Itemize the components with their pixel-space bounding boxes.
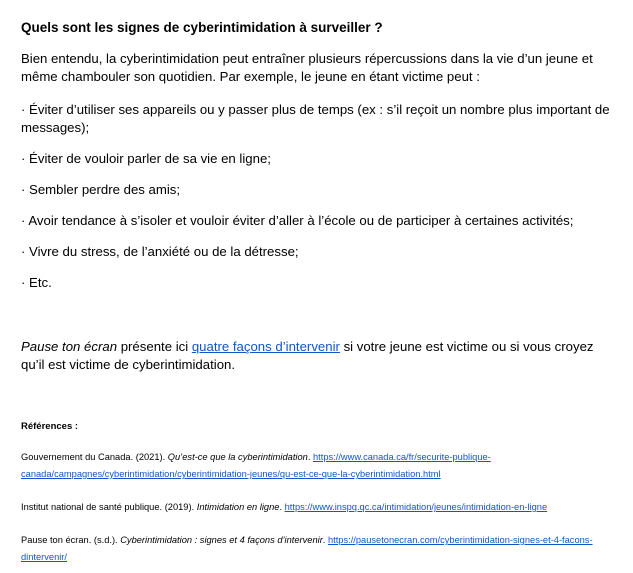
pause-paragraph [21, 338, 611, 374]
bullet-item: · Vivre du stress, de l’anxiété ou de la détresse; [21, 244, 299, 259]
reference-separator: . [307, 452, 313, 462]
references-title: Références : [21, 421, 79, 432]
reference-title: Qu’est-ce que la cyberintimidation [167, 452, 308, 462]
reference-item [21, 499, 616, 516]
source-name: Pause ton écran [21, 339, 118, 354]
reference-link[interactable]: https://pausetonecran.com/cyberintimidation-signes-et-4-facons-dintervenir/ [21, 535, 593, 562]
reference-author: Institut national de santé publique. (2019). [21, 502, 197, 512]
bullet-item: · Sembler perdre des amis; [21, 182, 181, 197]
reference-item [21, 449, 616, 483]
bullet-item: · Avoir tendance à s’isoler et vouloir éviter d’aller à l’école ou de participer à certaines activités; [21, 213, 574, 228]
reference-link[interactable]: https://www.inspq.qc.ca/intimidation/jeunes/intimidation-en-ligne [284, 502, 548, 512]
bullet-item: · Éviter d’utiliser ses appareils ou y passer plus de temps (ex : s’il reçoit un nombre plus important de messages); [21, 102, 610, 135]
bullet-item: · Etc. [21, 275, 52, 290]
reference-separator: . [279, 502, 285, 512]
reference-title: Cyberintimidation : signes et 4 façons d’intervenir [120, 535, 323, 545]
pause-text-before: présente ici [117, 339, 192, 354]
interventions-link[interactable]: quatre façons d’intervenir [191, 339, 340, 354]
pause-text-after: si votre jeune est victime ou si vous croyez qu’il est victime de cyberintimidation. [21, 339, 594, 372]
reference-author: Pause ton écran. (s.d.). [21, 535, 121, 545]
reference-title: Intimidation en ligne [196, 502, 280, 512]
section-heading: Quels sont les signes de cyberintimidation à surveiller ? [21, 20, 383, 35]
reference-separator: . [322, 535, 328, 545]
bullet-item: · Éviter de vouloir parler de sa vie en ligne; [21, 151, 271, 166]
reference-author: Gouvernement du Canada. (2021). [21, 452, 168, 462]
intro-paragraph: Bien entendu, la cyberintimidation peut entraîner plusieurs répercussions dans la vie d’un jeune et même chambouler son quotidien. Par exemple, le jeune en étant victime peut : [21, 51, 593, 84]
reference-link[interactable]: https://www.canada.ca/fr/securite-publique-canada/campagnes/cyberintimidation/cyberintimidation-jeunes/qu-est-ce-que-la-cyberintimidation.html [21, 452, 491, 479]
reference-item [21, 532, 616, 566]
